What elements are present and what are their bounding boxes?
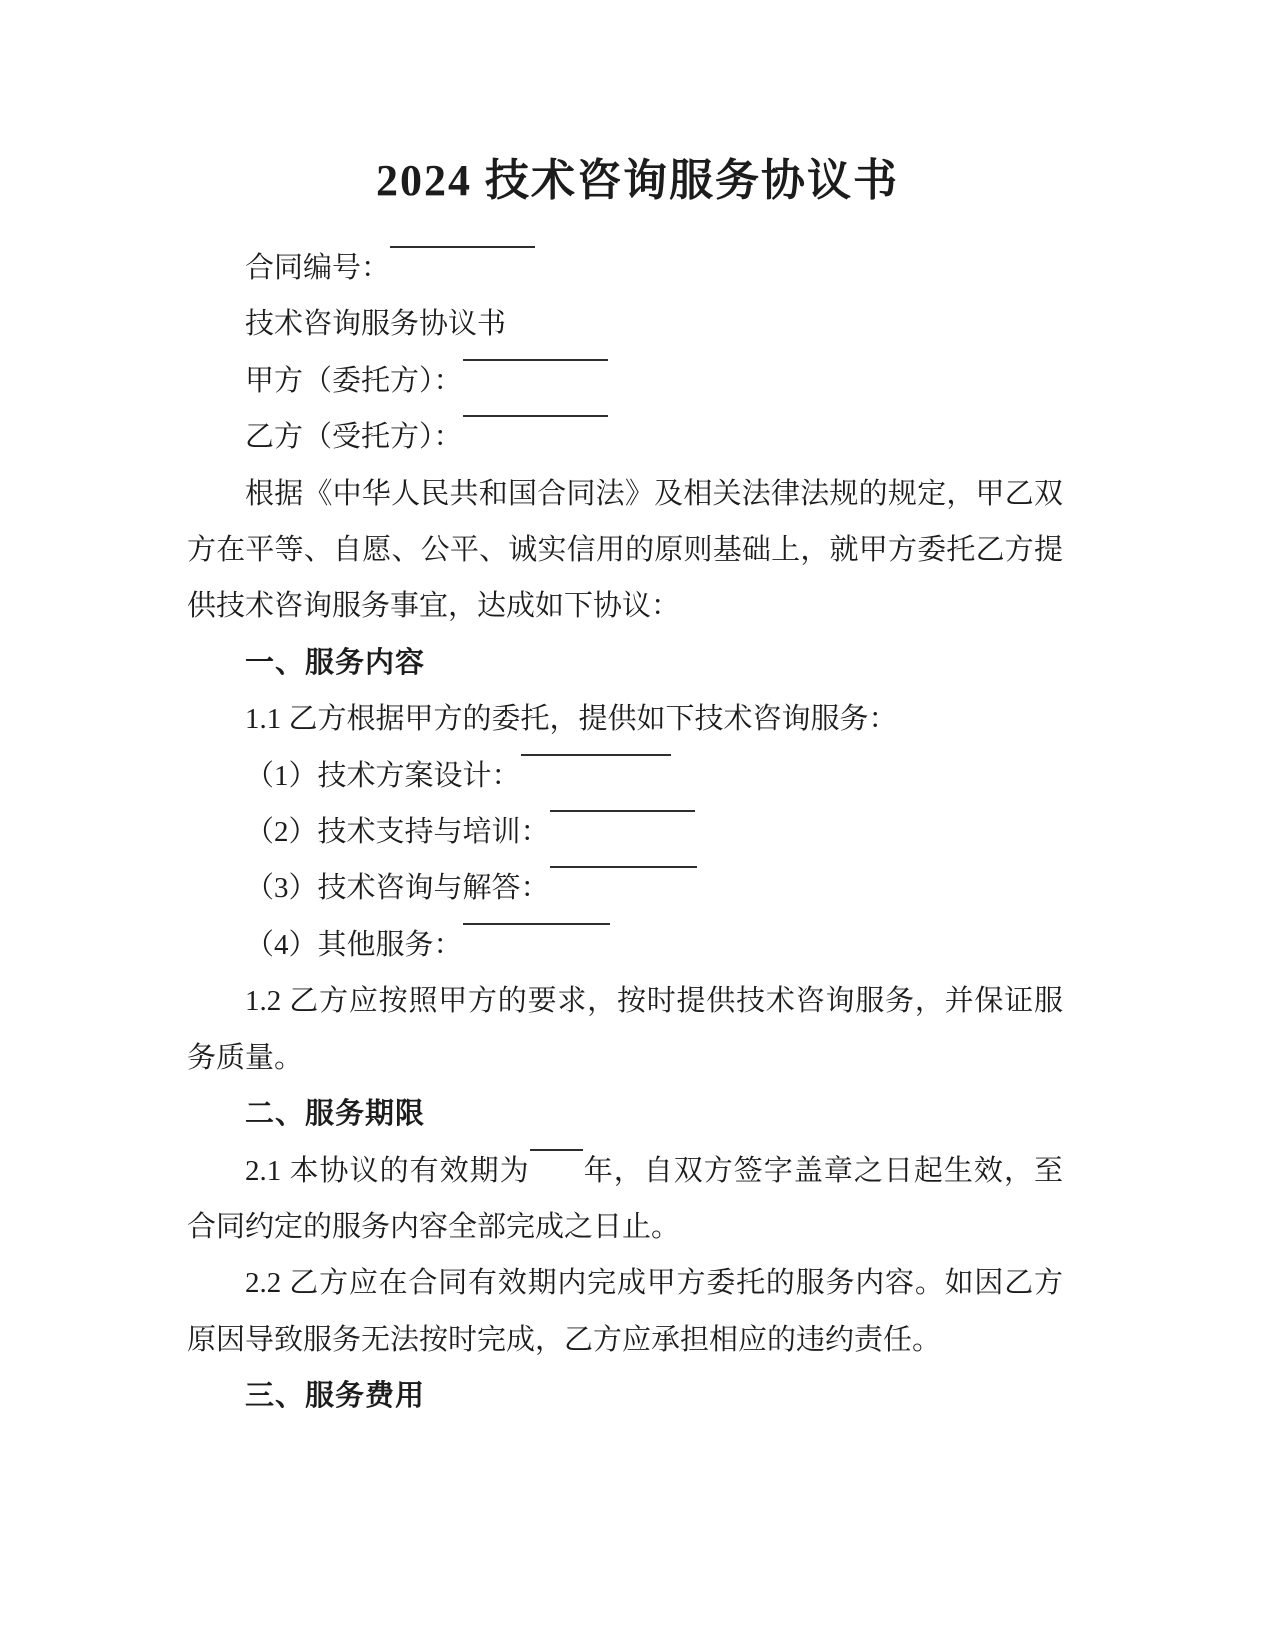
section-1-heading <box>187 635 1063 691</box>
blank-underline <box>463 923 610 925</box>
clause-2-1 <box>187 1143 1063 1256</box>
text-run: 2.1 本协议的有效期为 <box>245 1154 530 1187</box>
document-body <box>187 240 1063 1425</box>
preamble-paragraph <box>187 466 1063 635</box>
text-run: 1.1 乙方根据甲方的委托，提供如下技术咨询服务： <box>245 703 898 736</box>
blank-underline <box>550 866 697 868</box>
service-item-4-line <box>187 917 1063 973</box>
text-run: 根据《中华人民共和国合同法》及相关法律法规的规定，甲乙双方在平等、自愿、公平、诚实信用的原则基础上，就甲方委托乙方提供技术咨询服务事宜，达成如下协议： <box>187 477 1063 623</box>
document-title: 2024 技术咨询服务协议书 <box>376 156 899 205</box>
blank-underline <box>390 246 535 248</box>
clause-2-2 <box>187 1255 1063 1368</box>
blank-underline <box>521 754 671 756</box>
blank-underline <box>530 1149 583 1151</box>
text-run: 合同编号： <box>245 252 391 284</box>
contract-number-line <box>187 240 1063 296</box>
service-item-2-line <box>187 804 1063 860</box>
text-run: 乙方（受托方）： <box>245 421 463 454</box>
party-a-line <box>187 353 1063 409</box>
text-run: 技术咨询服务协议书 <box>245 308 507 341</box>
subtitle-line <box>187 296 1063 352</box>
text-run: （1）技术方案设计： <box>245 759 521 792</box>
text-run: 年，自双方签字盖章之日起生效，至合同约定的服务内容全部完成之日止。 <box>187 1154 1063 1243</box>
blank-underline <box>463 359 608 361</box>
text-run: （3）技术咨询与解答： <box>245 872 550 905</box>
blank-underline <box>463 415 608 417</box>
clause-1-1 <box>187 691 1063 747</box>
text-run: 二、服务期限 <box>245 1098 426 1131</box>
service-item-3-line <box>187 860 1063 916</box>
text-run: （4）其他服务： <box>245 928 463 961</box>
text-run: （2）技术支持与培训： <box>245 816 550 849</box>
text-run: 1.2 乙方应按照甲方的要求，按时提供技术咨询服务，并保证服务质量。 <box>187 985 1063 1074</box>
service-item-1-line <box>187 748 1063 804</box>
text-run: 一、服务内容 <box>245 646 426 679</box>
text-run: 甲方（委托方）： <box>245 364 463 397</box>
party-b-line <box>187 409 1063 465</box>
clause-1-2 <box>187 973 1063 1086</box>
text-run: 2.2 乙方应在合同有效期内完成甲方委托的服务内容。如因乙方原因导致服务无法按时完成，乙方应承担相应的违约责任。 <box>187 1267 1063 1356</box>
section-2-heading <box>187 1086 1063 1142</box>
text-run: 三、服务费用 <box>245 1380 426 1413</box>
section-3-heading <box>187 1368 1063 1424</box>
blank-underline <box>550 810 695 812</box>
